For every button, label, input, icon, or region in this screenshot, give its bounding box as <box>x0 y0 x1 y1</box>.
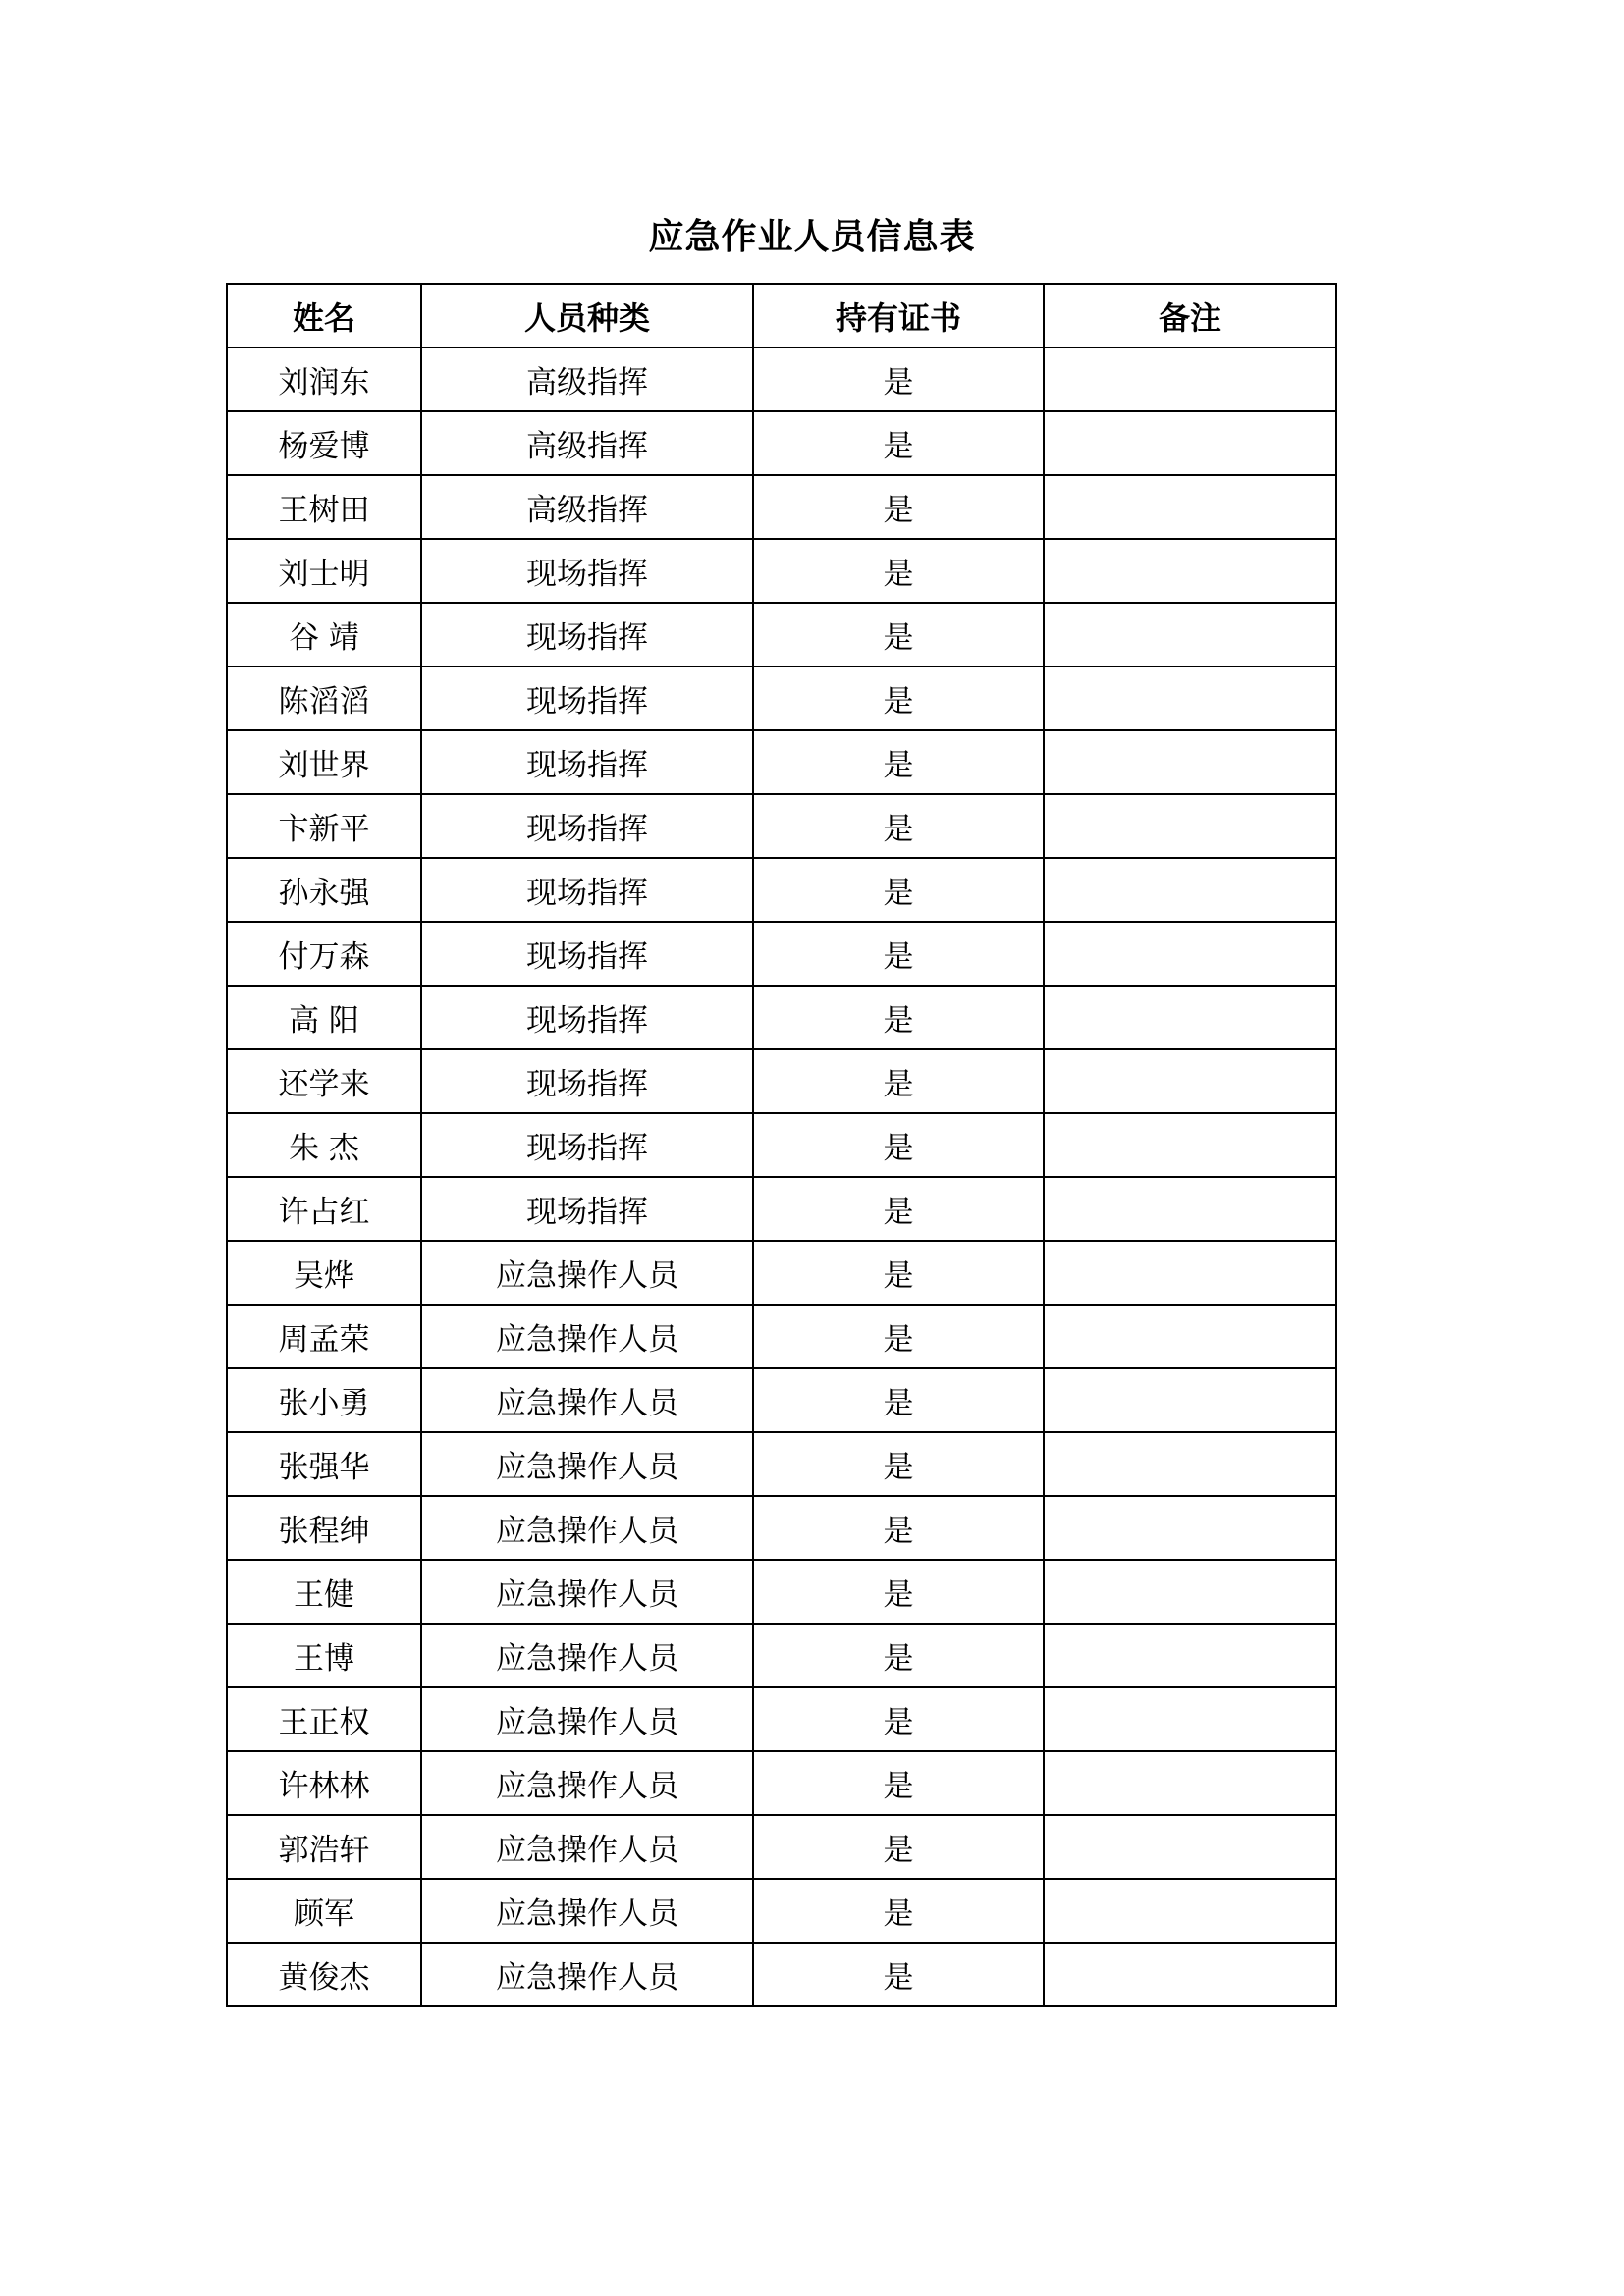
cell-name: 许林林 <box>227 1751 421 1815</box>
cell-certificate: 是 <box>753 411 1044 475</box>
cell-type: 现场指挥 <box>421 1177 753 1241</box>
cell-certificate: 是 <box>753 1368 1044 1432</box>
table-row <box>227 1943 1336 2006</box>
cell-certificate: 是 <box>753 1113 1044 1177</box>
cell-name: 刘世界 <box>227 730 421 794</box>
cell-type: 现场指挥 <box>421 858 753 922</box>
cell-name: 付万森 <box>227 922 421 986</box>
cell-certificate: 是 <box>753 986 1044 1049</box>
cell-remarks <box>1044 603 1336 667</box>
table-row <box>227 1113 1336 1177</box>
cell-certificate: 是 <box>753 1049 1044 1113</box>
cell-certificate: 是 <box>753 1432 1044 1496</box>
cell-name: 刘士明 <box>227 539 421 603</box>
table-row <box>227 667 1336 730</box>
header-certificate: 持有证书 <box>753 284 1044 347</box>
table-row <box>227 1560 1336 1624</box>
cell-remarks <box>1044 1687 1336 1751</box>
cell-remarks <box>1044 730 1336 794</box>
table-body <box>227 347 1336 2006</box>
header-type: 人员种类 <box>421 284 753 347</box>
cell-type: 应急操作人员 <box>421 1751 753 1815</box>
cell-name: 朱 杰 <box>227 1113 421 1177</box>
table-row <box>227 1624 1336 1687</box>
cell-certificate: 是 <box>753 1305 1044 1368</box>
cell-certificate: 是 <box>753 858 1044 922</box>
cell-name: 还学来 <box>227 1049 421 1113</box>
cell-certificate: 是 <box>753 1879 1044 1943</box>
cell-type: 应急操作人员 <box>421 1943 753 2006</box>
table-row <box>227 922 1336 986</box>
cell-name: 杨爱博 <box>227 411 421 475</box>
cell-remarks <box>1044 347 1336 411</box>
table-row <box>227 1687 1336 1751</box>
cell-name: 刘润东 <box>227 347 421 411</box>
cell-remarks <box>1044 858 1336 922</box>
cell-type: 现场指挥 <box>421 539 753 603</box>
table-row <box>227 475 1336 539</box>
cell-certificate: 是 <box>753 603 1044 667</box>
cell-certificate: 是 <box>753 1560 1044 1624</box>
cell-name: 陈滔滔 <box>227 667 421 730</box>
cell-name: 张程绅 <box>227 1496 421 1560</box>
cell-name: 王健 <box>227 1560 421 1624</box>
header-remarks: 备注 <box>1044 284 1336 347</box>
table-row <box>227 1177 1336 1241</box>
cell-type: 应急操作人员 <box>421 1496 753 1560</box>
table-row <box>227 858 1336 922</box>
cell-certificate: 是 <box>753 922 1044 986</box>
cell-name: 孙永强 <box>227 858 421 922</box>
cell-name: 张小勇 <box>227 1368 421 1432</box>
cell-certificate: 是 <box>753 1687 1044 1751</box>
cell-type: 高级指挥 <box>421 347 753 411</box>
cell-remarks <box>1044 1241 1336 1305</box>
cell-remarks <box>1044 1049 1336 1113</box>
cell-type: 现场指挥 <box>421 922 753 986</box>
table-row <box>227 794 1336 858</box>
cell-name: 周孟荣 <box>227 1305 421 1368</box>
cell-remarks <box>1044 1177 1336 1241</box>
cell-remarks <box>1044 1432 1336 1496</box>
table-row <box>227 1432 1336 1496</box>
cell-remarks <box>1044 1751 1336 1815</box>
cell-type: 应急操作人员 <box>421 1687 753 1751</box>
table-row <box>227 1879 1336 1943</box>
cell-remarks <box>1044 1113 1336 1177</box>
cell-type: 应急操作人员 <box>421 1560 753 1624</box>
table-row <box>227 1049 1336 1113</box>
cell-name: 吴烨 <box>227 1241 421 1305</box>
cell-type: 现场指挥 <box>421 1049 753 1113</box>
cell-type: 现场指挥 <box>421 603 753 667</box>
table-row <box>227 1241 1336 1305</box>
cell-type: 应急操作人员 <box>421 1432 753 1496</box>
table-row <box>227 603 1336 667</box>
cell-type: 现场指挥 <box>421 986 753 1049</box>
cell-certificate: 是 <box>753 730 1044 794</box>
table-row <box>227 1751 1336 1815</box>
cell-certificate: 是 <box>753 1815 1044 1879</box>
cell-name: 王树田 <box>227 475 421 539</box>
cell-remarks <box>1044 1815 1336 1879</box>
cell-name: 王正权 <box>227 1687 421 1751</box>
cell-certificate: 是 <box>753 1177 1044 1241</box>
page-title: 应急作业人员信息表 <box>648 217 976 257</box>
cell-certificate: 是 <box>753 347 1044 411</box>
cell-type: 应急操作人员 <box>421 1815 753 1879</box>
cell-name: 黄俊杰 <box>227 1943 421 2006</box>
cell-certificate: 是 <box>753 539 1044 603</box>
cell-name: 谷 靖 <box>227 603 421 667</box>
cell-certificate: 是 <box>753 667 1044 730</box>
cell-name: 顾军 <box>227 1879 421 1943</box>
cell-type: 现场指挥 <box>421 667 753 730</box>
cell-remarks <box>1044 1305 1336 1368</box>
cell-name: 高 阳 <box>227 986 421 1049</box>
cell-certificate: 是 <box>753 1496 1044 1560</box>
cell-certificate: 是 <box>753 1241 1044 1305</box>
cell-certificate: 是 <box>753 1943 1044 2006</box>
table-row <box>227 411 1336 475</box>
cell-remarks <box>1044 986 1336 1049</box>
cell-remarks <box>1044 667 1336 730</box>
table-row <box>227 1368 1336 1432</box>
cell-certificate: 是 <box>753 475 1044 539</box>
cell-remarks <box>1044 411 1336 475</box>
cell-type: 应急操作人员 <box>421 1241 753 1305</box>
table-row <box>227 1815 1336 1879</box>
cell-name: 卞新平 <box>227 794 421 858</box>
cell-remarks <box>1044 1879 1336 1943</box>
cell-type: 高级指挥 <box>421 411 753 475</box>
cell-remarks <box>1044 475 1336 539</box>
cell-remarks <box>1044 794 1336 858</box>
cell-type: 高级指挥 <box>421 475 753 539</box>
cell-remarks <box>1044 1496 1336 1560</box>
cell-name: 郭浩轩 <box>227 1815 421 1879</box>
table-row <box>227 986 1336 1049</box>
cell-type: 应急操作人员 <box>421 1879 753 1943</box>
cell-type: 现场指挥 <box>421 794 753 858</box>
table-row <box>227 1305 1336 1368</box>
cell-type: 应急操作人员 <box>421 1368 753 1432</box>
personnel-table <box>226 283 1337 2007</box>
table-row <box>227 347 1336 411</box>
cell-remarks <box>1044 922 1336 986</box>
cell-name: 张强华 <box>227 1432 421 1496</box>
cell-remarks <box>1044 539 1336 603</box>
cell-remarks <box>1044 1560 1336 1624</box>
cell-remarks <box>1044 1368 1336 1432</box>
cell-name: 王博 <box>227 1624 421 1687</box>
table-row <box>227 539 1336 603</box>
table-header-row <box>227 284 1336 347</box>
cell-certificate: 是 <box>753 1624 1044 1687</box>
cell-name: 许占红 <box>227 1177 421 1241</box>
table-row <box>227 1496 1336 1560</box>
cell-remarks <box>1044 1943 1336 2006</box>
cell-type: 应急操作人员 <box>421 1624 753 1687</box>
cell-type: 现场指挥 <box>421 730 753 794</box>
cell-remarks <box>1044 1624 1336 1687</box>
table-row <box>227 730 1336 794</box>
cell-type: 现场指挥 <box>421 1113 753 1177</box>
cell-certificate: 是 <box>753 1751 1044 1815</box>
header-name: 姓名 <box>227 284 421 347</box>
cell-certificate: 是 <box>753 794 1044 858</box>
cell-type: 应急操作人员 <box>421 1305 753 1368</box>
